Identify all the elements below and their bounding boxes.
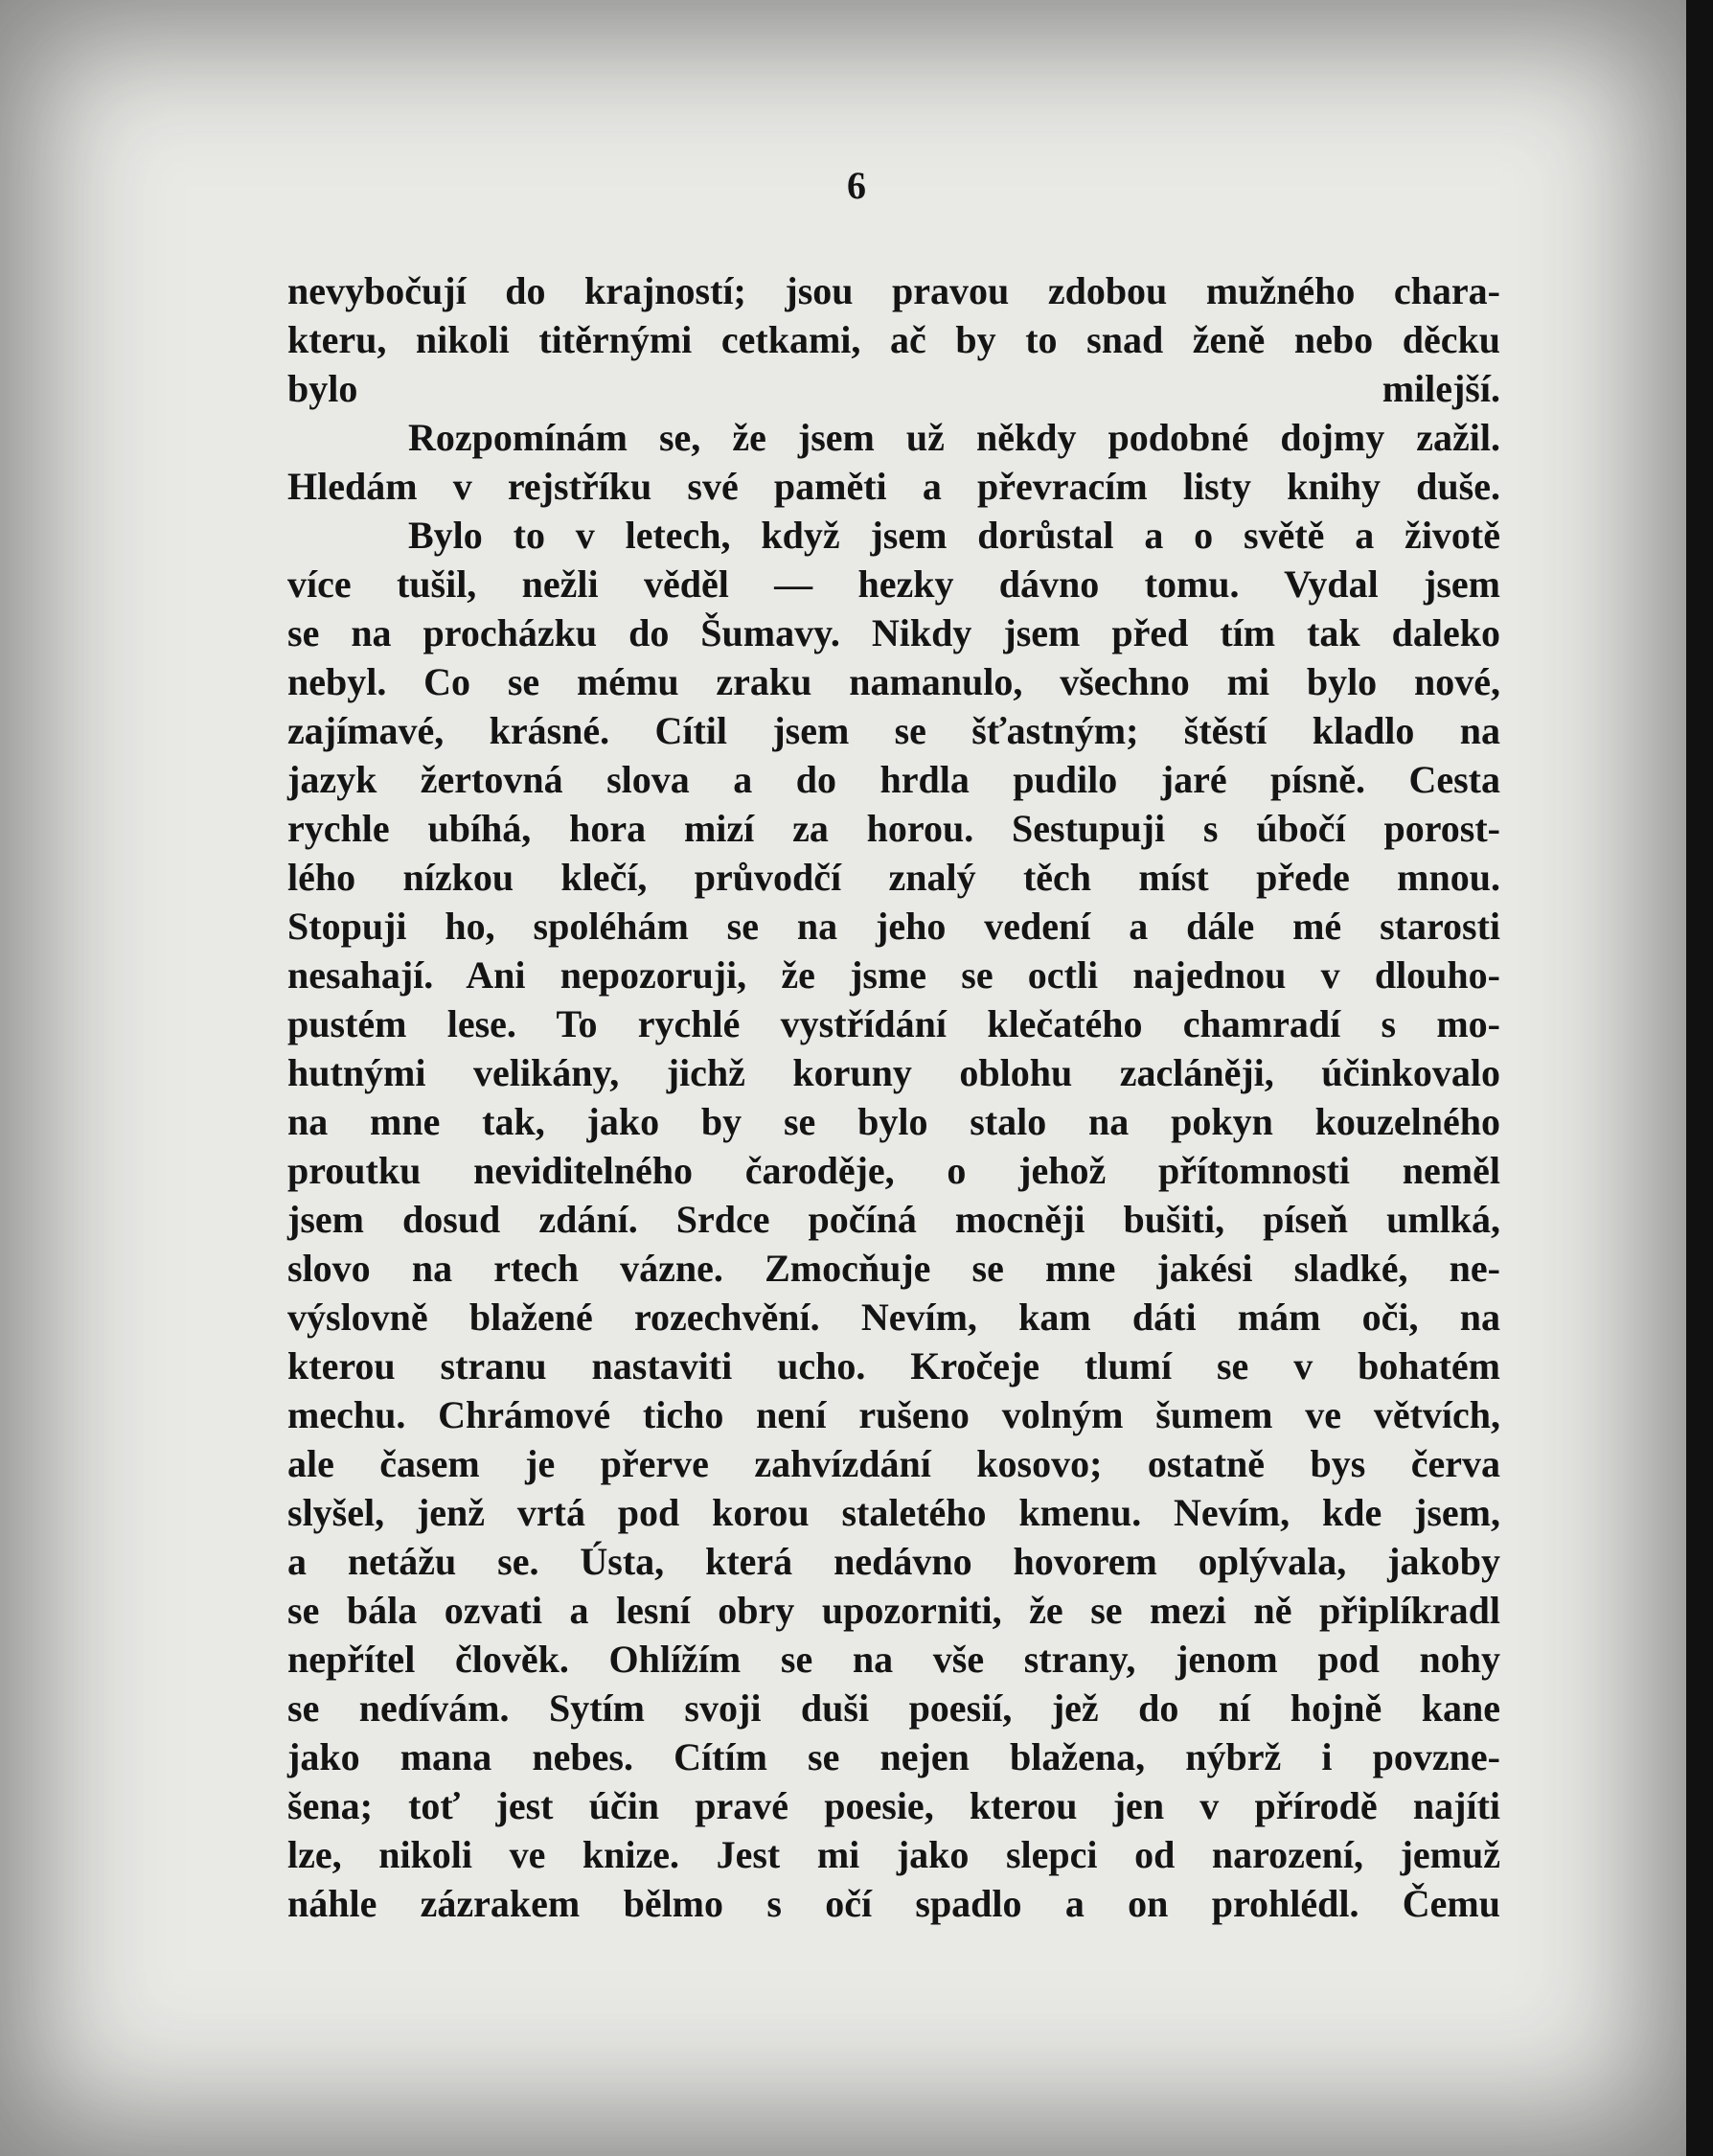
text-line: nepřítel člověk. Ohlížím se na vše strany, jenom pod nohy: [287, 1638, 1500, 1681]
text-line: slyšel, jenž vrtá pod korou staletého kmenu. Nevím, kde jsem,: [287, 1491, 1500, 1534]
text-line: zajímavé, krásné. Cítil jsem se šťastným; štěstí kladlo na: [287, 709, 1500, 752]
text-line: více tušil, nežli věděl — hezky dávno tomu. Vydal jsem: [287, 562, 1500, 606]
text-line: Bylo to v letech, když jsem dorůstal a o světě a životě: [408, 514, 1500, 557]
text-line: slovo na rtech vázne. Zmocňuje se mne jakési sladké, ne-: [287, 1247, 1500, 1290]
text-line: a netážu se. Ústa, která nedávno hovorem oplývala, jakoby: [287, 1540, 1500, 1583]
text-line: kterou stranu nastaviti ucho. Kročeje tlumí se v bohatém: [287, 1344, 1500, 1388]
text-line: Rozpomínám se, že jsem už někdy podobné dojmy zažil.: [408, 416, 1500, 459]
text-line: pustém lese. To rychlé vystřídání klečatého chamradí s mo-: [287, 1002, 1500, 1045]
text-line: se na procházku do Šumavy. Nikdy jsem před tím tak daleko: [287, 611, 1500, 654]
text-line: nebyl. Co se mému zraku namanulo, všechno mi bylo nové,: [287, 660, 1500, 703]
text-line: jazyk žertovná slova a do hrdla pudilo jaré písně. Cesta: [287, 758, 1500, 801]
text-line: mechu. Chrámové ticho není rušeno volným šumem ve větvích,: [287, 1393, 1500, 1436]
text-line: Stopuji ho, spoléhám se na jeho vedení a dále mé starosti: [287, 905, 1500, 948]
text-line: náhle zázrakem bělmo s očí spadlo a on prohlédl. Čemu: [287, 1882, 1500, 1925]
text-line: se nedívám. Sytím svoji duši poesií, jež do ní hojně kane: [287, 1686, 1500, 1730]
scan-border: [1686, 0, 1713, 2156]
text-line: jako mana nebes. Cítím se nejen blažena, nýbrž i povzne-: [287, 1735, 1500, 1778]
text-line: proutku neviditelného čaroděje, o jehož přítomnosti neměl: [287, 1149, 1500, 1192]
text-line: hutnými velikány, jichž koruny oblohu zacláněji, účinkovalo: [287, 1051, 1500, 1094]
text-line: ale časem je přerve zahvízdání kosovo; ostatně bys červa: [287, 1442, 1500, 1485]
text-line: nesahají. Ani nepozoruji, že jsme se octli najednou v dlouho-: [287, 953, 1500, 997]
text-line: na mne tak, jako by se bylo stalo na pokyn kouzelného: [287, 1100, 1500, 1143]
page-number: 6: [847, 164, 866, 207]
text-line: se bála ozvati a lesní obry upozorniti, že se mezi ně připlíkradl: [287, 1589, 1500, 1632]
text-line: kteru, nikoli titěrnými cetkami, ač by to snad ženě nebo děcku: [287, 318, 1500, 361]
text-line: nevybočují do krajností; jsou pravou zdobou mužného chara-: [287, 269, 1500, 312]
body-text: [287, 266, 1500, 1928]
text-line: šena; toť jest účin pravé poesie, kterou jen v přírodě najíti: [287, 1784, 1500, 1827]
text-line: výslovně blažené rozechvění. Nevím, kam dáti mám oči, na: [287, 1296, 1500, 1339]
text-line: rychle ubíhá, hora mizí za horou. Sestupuji s úbočí porost-: [287, 807, 1500, 850]
text-line: lze, nikoli ve knize. Jest mi jako slepci od narození, jemuž: [287, 1833, 1500, 1876]
text-line: jsem dosud zdání. Srdce počíná mocněji bušiti, píseň umlká,: [287, 1198, 1500, 1241]
text-line: lého nízkou klečí, průvodčí znalý těch míst přede mnou.: [287, 856, 1500, 899]
text-line: Hledám v rejstříku své paměti a převracím listy knihy duše.: [287, 465, 1500, 508]
text-line: bylo milejší.: [287, 367, 1500, 410]
